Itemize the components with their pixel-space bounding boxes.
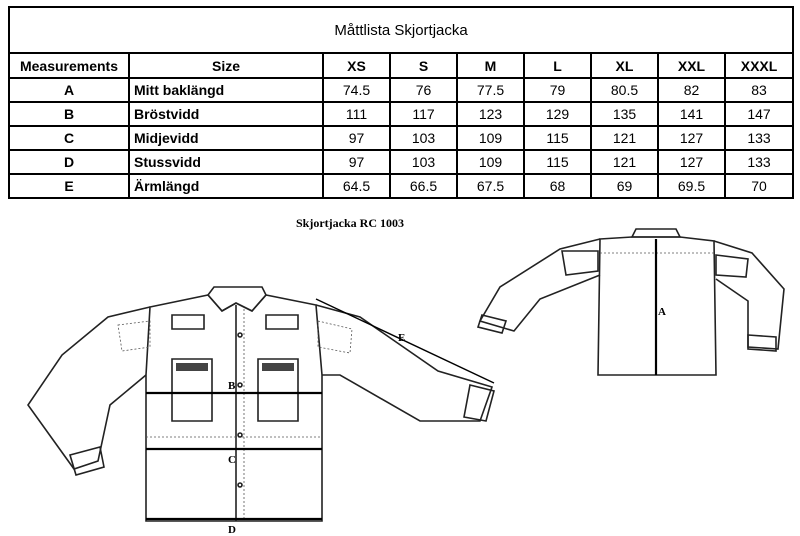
- row-value: 141: [658, 102, 725, 126]
- row-value: 109: [457, 150, 524, 174]
- header-size-xxl: XXL: [658, 53, 725, 78]
- header-size-l: L: [524, 53, 591, 78]
- jacket-back-view: [478, 229, 784, 375]
- row-value: 76: [390, 78, 457, 102]
- table-row: [9, 150, 793, 174]
- row-name: Midjevidd: [129, 126, 323, 150]
- row-value: 64.5: [323, 174, 390, 198]
- row-name: Ärmlängd: [129, 174, 323, 198]
- row-value: 135: [591, 102, 658, 126]
- size-chart-table: [8, 6, 794, 199]
- row-value: 115: [524, 150, 591, 174]
- row-value: 69: [591, 174, 658, 198]
- row-value: 82: [658, 78, 725, 102]
- row-value: 129: [524, 102, 591, 126]
- row-value: 127: [658, 126, 725, 150]
- row-value: 68: [524, 174, 591, 198]
- row-name: Bröstvidd: [129, 102, 323, 126]
- row-value: 67.5: [457, 174, 524, 198]
- row-value: 133: [725, 150, 793, 174]
- header-size-m: M: [457, 53, 524, 78]
- row-value: 97: [323, 150, 390, 174]
- label-d: D: [228, 524, 236, 536]
- header-size-xxxl: XXXL: [725, 53, 793, 78]
- row-name: Stussvidd: [129, 150, 323, 174]
- row-code: A: [9, 78, 129, 102]
- row-value: 97: [323, 126, 390, 150]
- row-value: 111: [323, 102, 390, 126]
- label-b: B: [228, 380, 236, 392]
- row-value: 121: [591, 150, 658, 174]
- header-size-xl: XL: [591, 53, 658, 78]
- row-value: 121: [591, 126, 658, 150]
- row-value: 103: [390, 150, 457, 174]
- row-code: E: [9, 174, 129, 198]
- row-value: 147: [725, 102, 793, 126]
- row-value: 69.5: [658, 174, 725, 198]
- drawing-title: Skjortjacka RC 1003: [296, 216, 404, 230]
- header-size-xs: XS: [323, 53, 390, 78]
- label-c: C: [228, 454, 236, 466]
- row-value: 109: [457, 126, 524, 150]
- header-size: Size: [129, 53, 323, 78]
- row-value: 70: [725, 174, 793, 198]
- header-size-s: S: [390, 53, 457, 78]
- row-value: 79: [524, 78, 591, 102]
- row-value: 117: [390, 102, 457, 126]
- row-value: 103: [390, 126, 457, 150]
- label-e: E: [398, 332, 406, 344]
- table-row: [9, 102, 793, 126]
- row-value: 77.5: [457, 78, 524, 102]
- row-value: 127: [658, 150, 725, 174]
- header-measurements: Measurements: [9, 53, 129, 78]
- row-value: 80.5: [591, 78, 658, 102]
- row-value: 115: [524, 126, 591, 150]
- row-code: D: [9, 150, 129, 174]
- row-code: B: [9, 102, 129, 126]
- row-value: 133: [725, 126, 793, 150]
- table-row: [9, 174, 793, 198]
- row-name: Mitt baklängd: [129, 78, 323, 102]
- row-value: 123: [457, 102, 524, 126]
- table-row: [9, 78, 793, 102]
- row-code: C: [9, 126, 129, 150]
- row-value: 83: [725, 78, 793, 102]
- jacket-front-view: [28, 287, 494, 521]
- jacket-technical-drawing: [0, 225, 800, 536]
- label-a: A: [658, 306, 666, 318]
- row-value: 66.5: [390, 174, 457, 198]
- table-row: [9, 126, 793, 150]
- table-title: Måttlista Skjortjacka: [9, 7, 793, 53]
- table-header-row: [9, 53, 793, 78]
- row-value: 74.5: [323, 78, 390, 102]
